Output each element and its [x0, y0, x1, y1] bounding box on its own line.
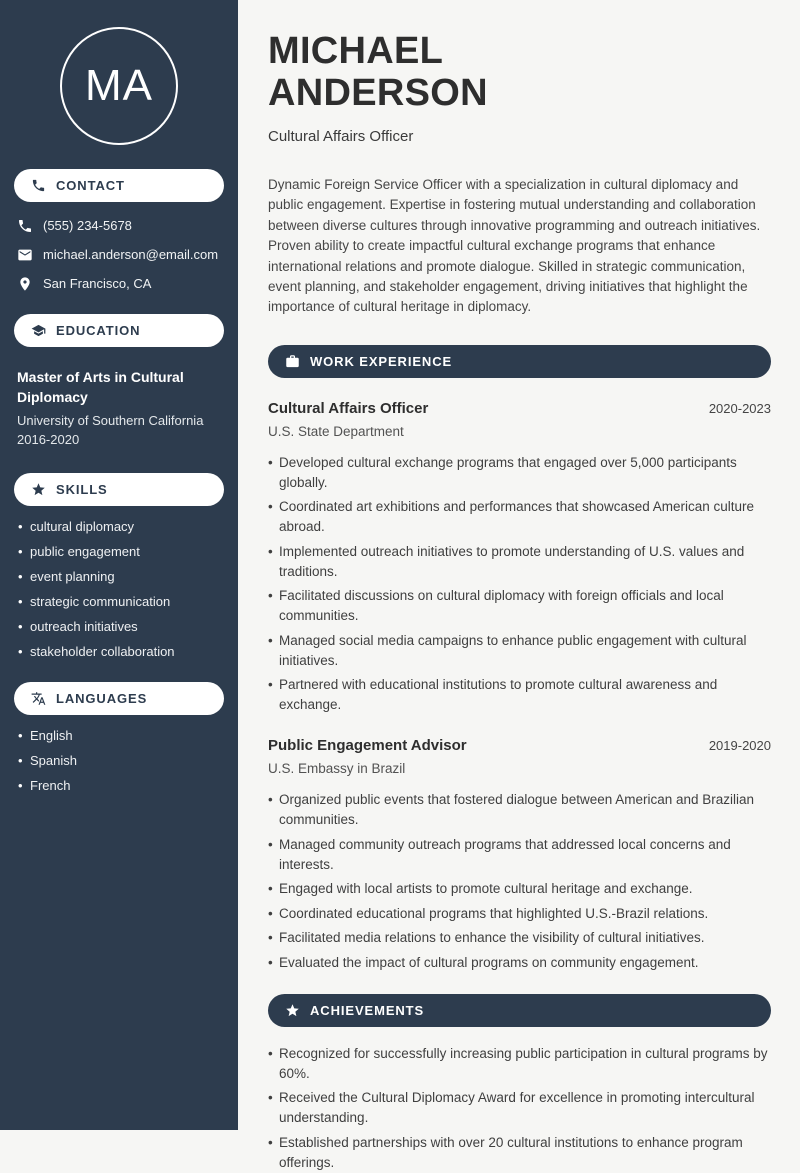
job-bullet: • Facilitated media relations to enhance the visibility of cultural initiatives.: [268, 928, 771, 948]
language-item: • French: [30, 779, 224, 792]
language-item: • English: [30, 729, 224, 742]
job-dates: 2020-2023: [708, 400, 771, 416]
person-name: [268, 30, 771, 114]
main-content: [238, 0, 800, 1170]
contact-email: [14, 246, 224, 263]
work-experience-section-title: WORK EXPERIENCE: [310, 353, 453, 369]
person-job-title: Cultural Affairs Officer: [268, 128, 414, 145]
achievements-section-title: ACHIEVEMENTS: [310, 1002, 425, 1018]
job-role: Cultural Affairs Officer: [268, 399, 429, 417]
job-company: U.S. State Department: [268, 423, 404, 439]
job-bullet-list: [268, 453, 771, 716]
job-bullet: • Evaluated the impact of cultural programs on community engagement.: [268, 953, 771, 973]
job-bullet: • Organized public events that fostered dialogue between American and Brazilian communities.: [268, 790, 771, 830]
job-bullet: • Coordinated educational programs that highlighted U.S.-Brazil relations.: [268, 904, 771, 924]
skills-section-header: [14, 473, 224, 506]
education-section-header: [14, 314, 224, 347]
languages-list: [14, 729, 224, 792]
achievement-bullet: • Received the Cultural Diplomacy Award for excellence in promoting intercultural understanding.: [268, 1088, 771, 1128]
sidebar: [0, 0, 238, 1130]
contact-location-text: San Francisco, CA: [43, 276, 152, 291]
education-years: 2016-2020: [17, 432, 80, 447]
education-degree: Master of Arts in Cultural Diplomacy: [17, 369, 184, 405]
star-icon: [31, 482, 46, 497]
job-bullet-list: [268, 790, 771, 973]
job-header: [268, 737, 771, 754]
education-entry: [14, 367, 224, 449]
contact-phone: [14, 217, 224, 234]
contact-phone-text: (555) 234-5678: [43, 218, 132, 233]
email-icon: [17, 247, 33, 263]
graduation-cap-icon: [31, 323, 46, 338]
contact-email-text: michael.anderson@email.com: [43, 247, 219, 262]
skills-section-title: SKILLS: [56, 482, 108, 497]
summary-paragraph: Dynamic Foreign Service Officer with a specialization in cultural diplomacy and public engagement. Expertise in fostering mutual understanding and collaboration between diverse cultures through innovative programming and outreach initiatives. Proven ability to create impactful cultural exchange programs that enhance international relations and promote dialogue. Skilled in strategic communication, event planning, and stakeholder engagement, driving initiatives that highlight the importance of cultural heritage in diplomacy.: [268, 177, 761, 315]
contact-location: [14, 275, 224, 292]
skill-item: • event planning: [30, 570, 224, 583]
job-company: U.S. Embassy in Brazil: [268, 761, 406, 777]
translate-icon: [31, 691, 46, 706]
skill-item: • public engagement: [30, 545, 224, 558]
contact-section-header: [14, 169, 224, 202]
phone-icon: [31, 178, 46, 193]
job-role: Public Engagement Advisor: [268, 737, 467, 755]
contact-list: [14, 217, 224, 292]
person-name-line2: ANDERSON: [268, 72, 488, 114]
job-bullet: • Engaged with local artists to promote cultural heritage and exchange.: [268, 879, 771, 899]
location-icon: [17, 276, 33, 292]
languages-section-title: LANGUAGES: [56, 691, 148, 706]
job-bullet: • Coordinated art exhibitions and performances that showcased American culture abroad.: [268, 497, 771, 537]
job-entry: [268, 400, 771, 716]
achievement-bullet: • Established partnerships with over 20 cultural institutions to enhance program offerings.: [268, 1133, 771, 1173]
job-bullet: • Implemented outreach initiatives to promote understanding of U.S. values and traditions.: [268, 542, 771, 582]
skill-item: • strategic communication: [30, 595, 224, 608]
job-bullet: • Facilitated discussions on cultural diplomacy with foreign officials and local communities.: [268, 586, 771, 626]
education-school: University of Southern California: [17, 413, 204, 428]
skill-item: • cultural diplomacy: [30, 520, 224, 533]
contact-section-title: CONTACT: [56, 178, 125, 193]
language-item: • Spanish: [30, 754, 224, 767]
phone-icon: [17, 218, 33, 234]
job-header: [268, 400, 771, 417]
achievements-section-header: [268, 994, 771, 1027]
achievement-bullet: • Recognized for successfully increasing public participation in cultural programs by 60%.: [268, 1044, 771, 1084]
skill-item: • stakeholder collaboration: [30, 645, 224, 658]
job-bullet: • Managed community outreach programs that addressed local concerns and interests.: [268, 835, 771, 875]
achievements-list: [268, 1044, 771, 1173]
skills-list: [14, 520, 224, 658]
work-experience-section-header: [268, 345, 771, 378]
avatar-initials: MA: [85, 61, 153, 110]
star-icon: [285, 1003, 300, 1018]
skill-item: • outreach initiatives: [30, 620, 224, 633]
avatar: [60, 27, 178, 145]
job-bullet: • Developed cultural exchange programs that engaged over 5,000 participants globally.: [268, 453, 771, 493]
briefcase-icon: [285, 354, 300, 369]
education-section-title: EDUCATION: [56, 323, 141, 338]
job-bullet: • Managed social media campaigns to enhance public engagement with cultural initiatives.: [268, 631, 771, 671]
job-entry: [268, 737, 771, 973]
languages-section-header: [14, 682, 224, 715]
job-bullet: • Partnered with educational institutions to promote cultural awareness and exchange.: [268, 675, 771, 715]
person-name-line1: MICHAEL: [268, 30, 444, 72]
job-dates: 2019-2020: [708, 738, 771, 754]
